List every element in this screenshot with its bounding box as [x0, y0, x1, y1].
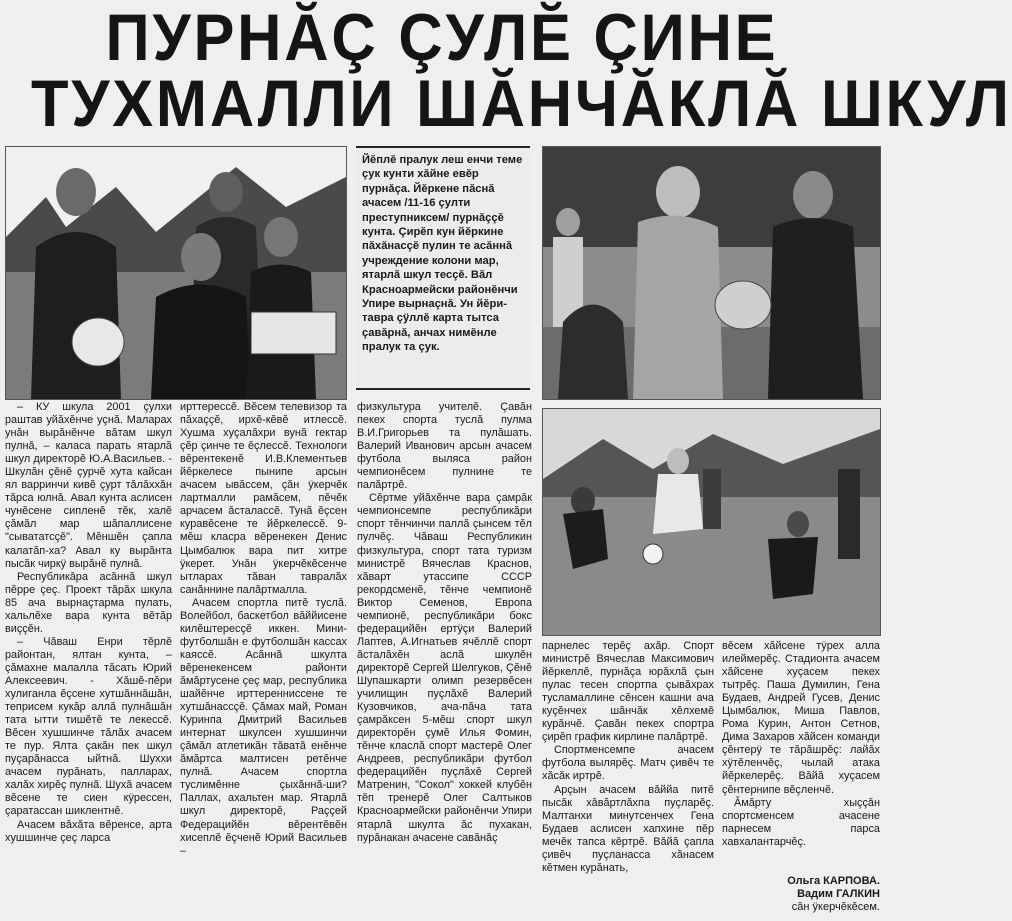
photo-boys-with-prizes	[5, 146, 347, 400]
lead-paragraph: Йĕплĕ пралук леш енчи теме çук кунти хăйне евĕр пурнăçа. Йĕркене пăснă ачасем /11-16 çулти преступниксем/ пурнăççĕ кунта. Çирĕп кун йĕркине пăхăнасçĕ пулин те асăннă учреждение колони мар, ятарлă шкул тесçĕ. Вăл Красноармейски районĕнчи Упире вырнаçнă. Ун йĕри-тавра çÿллĕ карта тытса çавăрнă, анчах нимĕнле пралук та çук.	[356, 146, 530, 390]
col1-paragraph-1: – КУ шкула 2001 çулхи раштав уйăхĕнче уçнă. Маларах унăн вырăнĕнче вăтам шкул пулнă, – каласа парать ятарлă шкул директорĕ Ю.А.Васильев. - Шкулăн çĕнĕ çурчĕ хута кайсан ял варринчи кивĕ çурт тăлăххăн тăрса юлнă. Авал кунта аслисен чунĕсене сипленĕ тĕк, халĕ çăмăл мар шăпаллисене "сывататсçĕ". Мĕншĕн çапла калатăп-ха? Авал ку вырăнта пысăк чиркÿ вырăнĕ пулнă.	[5, 401, 172, 570]
article-column-1	[5, 401, 172, 921]
col1-paragraph-3: – Чăваш Енри тĕрлĕ районтан, ялтан кунта, – çăмахне малалла тăсать Юрий Алексеевич. - Хăшĕ-пĕри хулиганла ĕçсене хутшăннăшăн, теприсем кукăр аллă пулнăшăн тата ытти тишĕтĕ те лекессĕ. Вĕсен хушшинче тăлăх ачасем те пур. Ялта çакăн пек шкул пуçарăнасса ыйтнă. Шуххи ачасем пурăнать, палларах, халăх хирĕç пулнă. Шухă ачасем вĕсене те сиен кÿрессен, çаратассан шиклентнĕ.	[5, 635, 172, 818]
photographer-role: сăн ÿкерчĕкĕсем.	[791, 901, 880, 913]
headline-line-2: ТУХМАЛЛИ ШĂНЧĂКЛĂ ШКУЛ	[30, 66, 1012, 140]
article-column-3	[357, 401, 532, 921]
col1-paragraph-4: Ачасем вăхăта вĕренсе, арта хушшинче çеç ларса	[5, 818, 172, 844]
article-signature	[722, 875, 880, 919]
article-column-5	[722, 640, 880, 850]
col5-paragraph-2: Ăмăрту хыççăн спортсменсем ачасене парнесем парса хавхалантарчĕç.	[722, 796, 880, 848]
col1-paragraph-2: Республикăра асăннă шкул пĕрре çеç. Проект тăрăх шкула 85 ача вырнаçтарма пулать, хальлĕхе вара кунта вĕтăр виççĕн.	[5, 570, 172, 635]
photographer-name: Вадим ГАЛКИН	[797, 888, 880, 900]
col5-paragraph-1: вĕсем хăйсене тÿрех алла илеймерĕç. Стадионта ачасем хăйсене хуçасем пекех тытрĕç. Паша Думилин, Гена Будаев, Андрей Гусев, Денис Цымбалюк, Миша Павлов, Рома Курин, Антон Сетнов, Дима Захаров хăйсен команди çĕнтерÿ те тăрăшрĕç: лайăх хÿтĕленчĕç, чылай атака йĕркелерĕç. Вăйă хуçасем çĕнтернипе вĕçленчĕ.	[722, 640, 880, 796]
photo-minister-image	[543, 147, 880, 399]
photo-match-image	[543, 409, 880, 635]
col2-paragraph-2: Ачасем спортла питĕ туслă. Волейбол, баскетбол вăййисене килĕштересçĕ иккен. Мини-футболшăн е футболшăн кассах каяссĕ. Асăннă шкулта вĕренекенсем районти ăмăртусене çеç мар, республика шайĕнче ирттеренниссене те хутшăнассçĕ. Çăмах май, Роман Куринпа Дмитрий Васильев интернат шкулсен хушшинчи çăмăл атлетикăн тăватă енĕнче ăмăртса малтисен ретĕнче пулнă. Ачасем спортла туслимĕнне çыхăннă-ши? Паллах, ахальтен мар. Ятарлă шкул директорĕ, Раççей Федерацийĕн вĕрентĕвĕн хисеплĕ ĕçченĕ Юрий Васильев –	[180, 596, 347, 857]
col4-paragraph-3: Арçын ачасем вăййа питĕ пысăк хăвăртлăхпа пуçларĕç. Малтанхи минутсенчех Гена Будаев аслисен хапхине пĕр мечĕк тапса кĕртрĕ. Вăйă çапла çивĕч пуçланасса хăнасем кĕтмен курăнать,	[542, 783, 714, 874]
photo-boys-image	[6, 147, 346, 399]
article-column-2	[180, 401, 347, 921]
col3-paragraph-1: физкультура учителĕ. Çавăн пекех спорта туслă пулма В.И.Григорьев та пулăшать. Валерий Иванович арсын ачасем футбола выляса район чемпионĕсем пулнине те палăртрĕ.	[357, 401, 532, 492]
col4-paragraph-2: Спортменсемпе ачасем футбола вылярĕç. Матч çивĕч те хăсăк иртрĕ.	[542, 744, 714, 783]
col4-paragraph-1: парнелес терĕç ахăр. Спорт министрĕ Вячеслав Максимович йĕркеллĕ, пурнăçа юрăхлă çын пулас тесен спортпа çывăхрах тусламаллине сĕнсен кашни ача куçĕнчех шăнчăк хĕлхемĕ курăнчĕ. Çавăн пекех спортра çирĕп график кирлине палăртрĕ.	[542, 640, 714, 744]
photo-minister-gift	[542, 146, 881, 400]
photo-football-match	[542, 408, 881, 636]
col2-paragraph-1: ирттерессĕ. Вĕсем телевизор та пăхаççĕ, ирхĕ-кĕвĕ итлессĕ. Хушма хуçалăхри вунă гектар çĕр çинче те ĕçлессĕ. Технологи вĕрентекенĕ И.В.Клементьев йĕркелесе пынипе арсын ачасем ывăссем, çăн ÿкерчĕк лартмалли рамăсем, пĕчĕк арчасем ăсталассĕ. Тунă ĕçсен куравĕсене те йĕркелессĕ. 9-мĕш класра вĕренекен Денис Цымбалюк вара пит хитре ÿкерет. Унăн ÿкерчĕкĕсенче ытларах тăван тавралăх санăннине палăртмалла.	[180, 401, 347, 596]
headline-line-1: ПУРНĂÇ ÇУЛĔ ÇИНЕ	[105, 0, 779, 74]
author-name: Ольга КАРПОВА.	[787, 875, 880, 887]
col3-paragraph-2: Сĕртме уйăхĕнче вара çамрăк чемпионсемпе республикăри спорт тĕнчинчи паллă çынсем тĕл пулчĕç. Чăваш Республикин физкультура, спорт тата туризм министрĕ Вячеслав Краснов, хăварт утассипе СССР рекордсменĕ, тĕнче чемпионĕ Виктор Семенов, Европа чемпионĕ, республикăри бокс федерацийĕн ертÿçи Валерий Лаптев, А.Игнатьев ячĕллĕ спорт ăсталăхĕн аслă шкулĕн директорĕ Сергей Шелгуков, Çĕнĕ Шупашкарти олимп резервĕсен училищин пуçлăхĕ Валерий Кузовчиков, ача-пăча тата çамрăксен 5-мĕш спорт шкул директорĕн çумĕ Илья Фомин, тĕнче класлă спорт мастерĕ Олег Андреев, республикăри футбол федерацийĕн пуçлăхĕ Сергей Матренин, "Сокол" хоккей клубĕн тĕп тренерĕ Олег Салтыков Красноармейски районĕнчи Упири ятарлă шкулта ăс пухакан, пурăнакан ачасене савăнăç	[357, 492, 532, 844]
article-column-4	[542, 640, 714, 921]
